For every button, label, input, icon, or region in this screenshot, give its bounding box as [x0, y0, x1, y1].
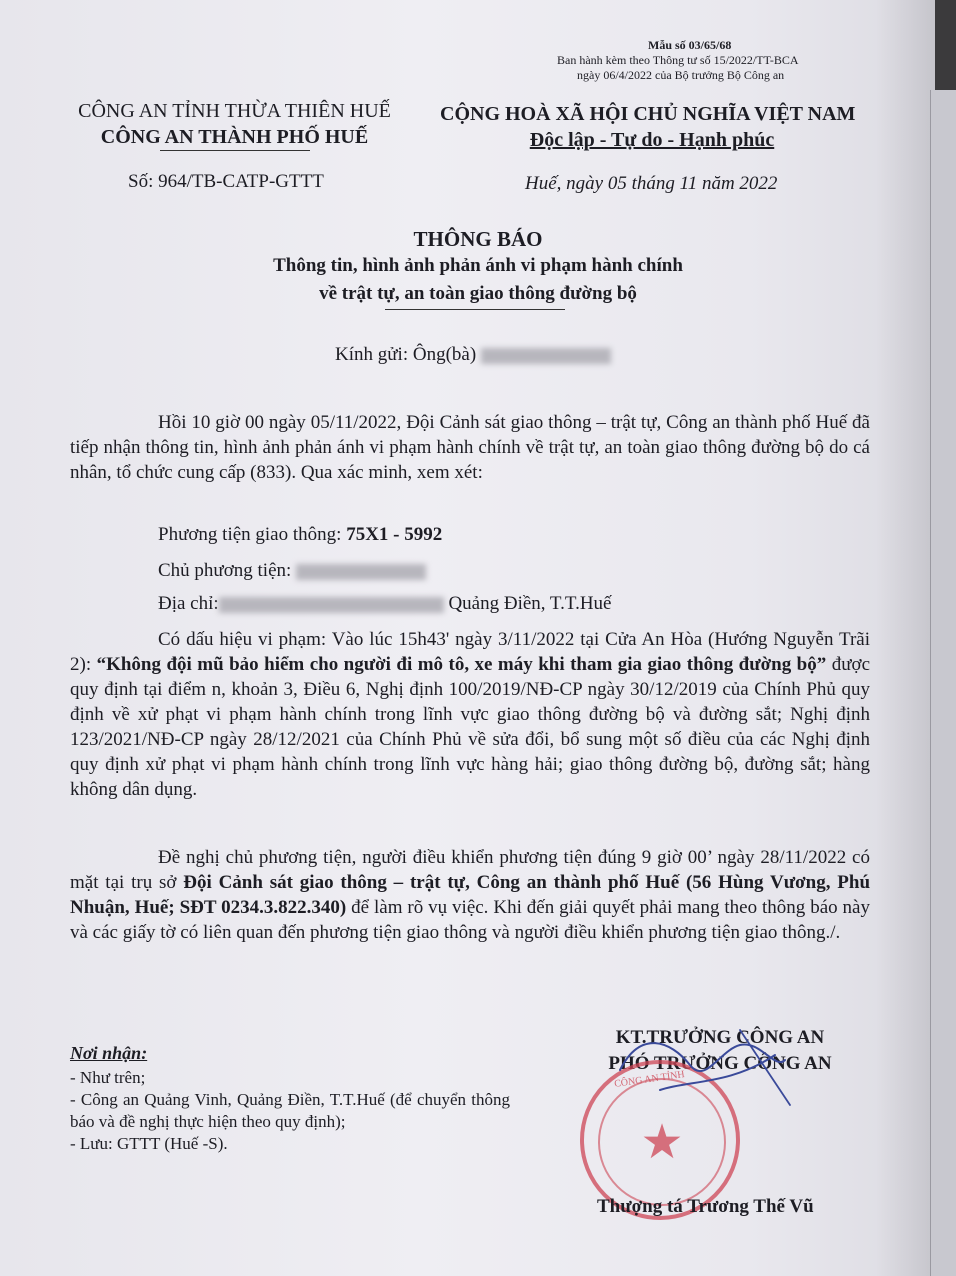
- receiver-item-1: - Như trên;: [70, 1068, 146, 1087]
- address-tail: Quảng Điền, T.T.Huế: [448, 593, 612, 614]
- issued-date: ngày 06/4/2022 của Bộ trưởng Bộ Công an: [577, 68, 785, 82]
- violation-paragraph: [70, 627, 870, 802]
- agency-name: CÔNG AN THÀNH PHỐ HUẾ: [100, 126, 369, 148]
- handwritten-signature: [600, 1010, 800, 1120]
- nation-title: CỘNG HOÀ XÃ HỘI CHỦ NGHĨA VIỆT NAM: [440, 103, 856, 125]
- document-number: Số: 964/TB-CATP-GTTT: [128, 171, 324, 192]
- violation-description: “Không đội mũ bảo hiểm cho người đi mô tô, xe máy khi tham gia giao thông đường bộ”: [96, 654, 827, 675]
- title-line-2: về trật tự, an toàn giao thông đường bộ: [319, 283, 637, 304]
- stamp-star-icon: ★: [640, 1116, 684, 1169]
- place-date: Huế, ngày 05 tháng 11 năm 2022: [525, 173, 778, 194]
- signer-role-1: KT.TRƯỞNG CÔNG AN: [615, 1027, 825, 1048]
- form-number: Mẫu số 03/65/68: [648, 38, 732, 52]
- receiver-item-3: - Lưu: GTTT (Huế -S).: [70, 1134, 228, 1153]
- request-office: Đội Cảnh sát giao thông – trật tự, Công an thành phố Huế (56 Hùng Vương, Phú Nhuận, Huế; SĐT 0234.3.822.340): [70, 872, 871, 918]
- salutation: [335, 344, 611, 366]
- address-line: [158, 593, 611, 615]
- violation-legal-basis: được quy định tại điểm n, khoản 3, Điều 6, Nghị định 100/2019/NĐ-CP ngày 30/12/2019 của Chính Phủ quy định về xử phạt vi phạm hành chính trong lĩnh vực giao thông đường bộ và đường sắt; Nghị định 123/2021/NĐ-CP ngày 28/12/2021 của Chính Phủ về sửa đổi, bổ sung một số điều của các Nghị định quy định xử phạt vi phạm hành chính trong lĩnh vực hàng hải; giao thông đường bộ, đường sắt; hàng không dân dụng.: [70, 654, 871, 800]
- request-text: Đề nghị chủ phương tiện, người điều khiển phương tiện đúng 9 giờ 00’ ngày 28/11/2022 có mặt tại trụ sở: [70, 847, 870, 893]
- salutation-text: Kính gửi: Ông(bà): [335, 344, 477, 365]
- owner-label: Chủ phương tiện:: [158, 560, 292, 581]
- agency-parent: CÔNG AN TỈNH THỪA THIÊN HUẾ: [78, 100, 391, 122]
- address-label: Địa chỉ:: [158, 593, 219, 614]
- request-paragraph: [70, 845, 870, 945]
- receiver-item-2: - Công an Quảng Vinh, Quảng Điền, T.T.Huế (để chuyển thông báo và đề nghị thực hiện theo quy định);: [70, 1090, 510, 1131]
- redacted-name: [481, 348, 611, 364]
- signer-role-2: PHÓ TRƯỞNG CÔNG AN: [608, 1053, 832, 1074]
- receivers-heading: Nơi nhận:: [70, 1043, 148, 1063]
- redacted-address: [219, 597, 444, 613]
- request-instructions: để làm rõ vụ việc. Khi đến giải quyết phải mang theo thông báo này và các giấy tờ có liên quan đến phương tiện giao thông và người điều khiển phương tiện giao thông./.: [70, 897, 870, 943]
- owner-line: [158, 560, 426, 582]
- vehicle-label: Phương tiện giao thông:: [158, 524, 342, 545]
- motto: Độc lập - Tự do - Hạnh phúc: [529, 129, 775, 151]
- redacted-owner: [296, 564, 426, 580]
- issued-with: Ban hành kèm theo Thông tư số 15/2022/TT-BCA: [557, 53, 799, 67]
- vehicle-line: [158, 524, 442, 546]
- intro-paragraph: Hồi 10 giờ 00 ngày 05/11/2022, Đội Cảnh sát giao thông – trật tự, Công an thành phố Huế đã tiếp nhận thông tin, hình ảnh phản ánh vi phạm hành chính về trật tự, an toàn giao thông đường bộ do cá nhân, tổ chức cung cấp (833). Qua xác minh, xem xét:: [70, 412, 870, 483]
- page-shadow: [875, 0, 935, 1276]
- receivers-block: [70, 1042, 520, 1155]
- agency-underline: [160, 150, 310, 151]
- background-sheet: [930, 90, 956, 1276]
- title-underline: [385, 309, 565, 310]
- vehicle-plate: 75X1 - 5992: [346, 524, 443, 545]
- stamp-text: CÔNG AN TỈNH: [613, 1069, 686, 1090]
- title-line-1: Thông tin, hình ảnh phản ánh vi phạm hành chính: [273, 255, 683, 276]
- document-title: THÔNG BÁO: [413, 227, 543, 251]
- signer-name: Thượng tá Trương Thế Vũ: [597, 1196, 814, 1217]
- violation-text: Có dấu hiệu vi phạm: Vào lúc 15h43' ngày 3/11/2022 tại Cửa An Hòa (Hướng Nguyễn Trãi 2):: [70, 629, 870, 675]
